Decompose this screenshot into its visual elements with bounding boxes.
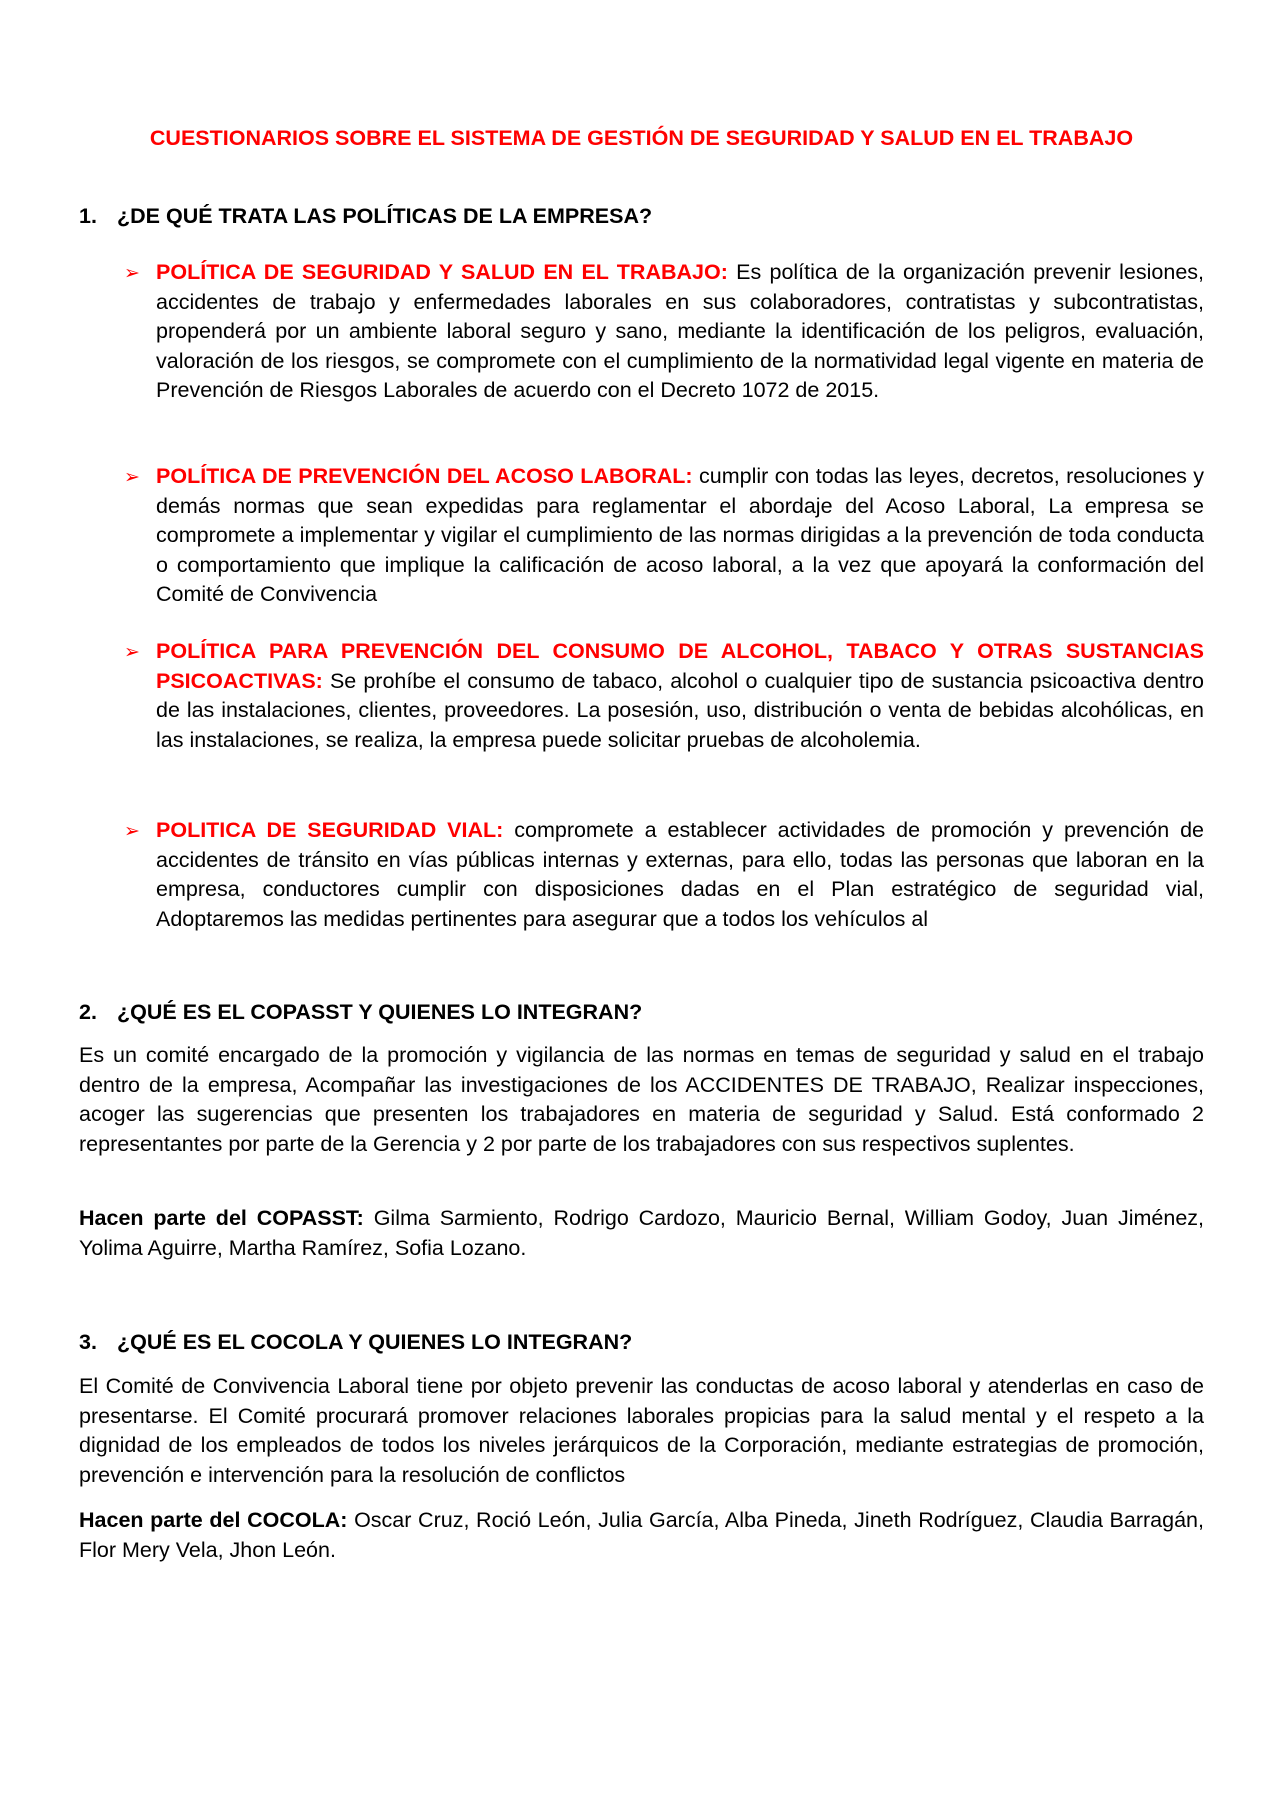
question-1-title: ¿DE QUÉ TRATA LAS POLÍTICAS DE LA EMPRESA? bbox=[117, 204, 653, 228]
policy-label: POLÍTICA PARA PREVENCIÓN DEL CONSUMO DE ALCOHOL, TABACO Y OTRAS SUSTANCIAS PSICOACTIVAS: bbox=[156, 639, 1204, 693]
policy-item bbox=[124, 637, 1204, 755]
policy-text bbox=[156, 462, 1204, 610]
policy-text bbox=[156, 258, 1204, 406]
policy-body: Se prohíbe el consumo de tabaco, alcohol o cualquier tipo de sustancia psicoactiva dentro de las instalaciones, clientes, proveedores. La posesión, uso, distribución o venta de bebidas alcohólicas, en las instalaciones, se realiza, la empresa puede solicitar pruebas de alcoholemia. bbox=[156, 668, 1204, 752]
copasst-members-label: Hacen parte del COPASST: bbox=[79, 1206, 364, 1230]
policy-item bbox=[124, 462, 1204, 610]
question-3-number: 3. bbox=[79, 1330, 97, 1354]
cocola-members bbox=[79, 1506, 1204, 1565]
policy-body: cumplir con todas las leyes, decretos, resoluciones y demás normas que sean expedidas para reglamentar el abordaje del Acoso Laboral, La empresa se compromete a implementar y vigilar el cumplimiento de las normas dirigidas a la prevención de toda conducta o comportamiento que implique la calificación de acoso laboral, a la vez que apoyará la conformación del Comité de Convivencia bbox=[156, 464, 1205, 606]
arrow-bullet-icon: ➢ bbox=[124, 467, 140, 488]
arrow-bullet-icon: ➢ bbox=[124, 263, 140, 284]
policy-item bbox=[124, 258, 1204, 406]
copasst-members bbox=[79, 1204, 1204, 1263]
copasst-description: Es un comité encargado de la promoción y vigilancia de las normas en temas de seguridad y salud en el trabajo dentro de la empresa, Acompañar las investigaciones de los ACCIDENTES DE TRABAJO, Realizar inspecciones, acoger las sugerencias que presenten los trabajadores en materia de seguridad y Salud. Está conformado 2 representantes por parte de la Gerencia y 2 por parte de los trabajadores con sus respectivos suplentes. bbox=[79, 1043, 1204, 1156]
policy-body: Es política de la organización prevenir lesiones, accidentes de trabajo y enfermedades laborales en sus colaboradores, contratistas y subcontratistas, propenderá por un ambiente laboral seguro y sano, mediante la identificación de los peligros, evaluación, valoración de los riesgos, se compromete con el cumplimiento de la normatividad legal vigente en materia de Prevención de Riesgos Laborales de acuerdo con el Decreto 1072 de 2015. bbox=[156, 260, 1204, 402]
policy-item bbox=[124, 816, 1204, 934]
policy-label: POLÍTICA DE PREVENCIÓN DEL ACOSO LABORAL: bbox=[156, 464, 693, 488]
policy-label: POLÍTICA DE SEGURIDAD Y SALUD EN EL TRABAJO: bbox=[156, 260, 728, 284]
policy-body: compromete a establecer actividades de promoción y prevención de accidentes de tránsito en vías públicas internas y externas, para ello, todas las personas que laboran en la empresa, conductores cumplir con disposiciones dadas en el Plan estratégico de seguridad vial, Adoptaremos las medidas pertinentes para asegurar que a todos los vehículos al bbox=[156, 818, 1205, 931]
cocola-description: El Comité de Convivencia Laboral tiene por objeto prevenir las conductas de acoso laboral y atenderlas en caso de presentarse. El Comité procurará promover relaciones laborales propicias para la salud mental y el respeto a la dignidad de los empleados de todos los niveles jerárquicos de la Corporación, mediante estrategias de promoción, prevención e intervención para la resolución de conflictos bbox=[79, 1374, 1204, 1487]
cocola-members-list: Oscar Cruz, Roció León, Julia García, Alba Pineda, Jineth Rodríguez, Claudia Barragán, Flor Mery Vela, Jhon León. bbox=[79, 1508, 1204, 1562]
policy-text bbox=[156, 637, 1204, 755]
question-3-title: ¿QUÉ ES EL COCOLA Y QUIENES LO INTEGRAN? bbox=[117, 1330, 633, 1354]
cocola-members-label: Hacen parte del COCOLA: bbox=[79, 1508, 348, 1532]
question-2-number: 2. bbox=[79, 1000, 97, 1024]
question-2-heading bbox=[79, 998, 642, 1026]
policy-text bbox=[156, 816, 1204, 934]
question-3-heading bbox=[79, 1328, 632, 1356]
document-title: CUESTIONARIOS SOBRE EL SISTEMA DE GESTIÓN DE SEGURIDAD Y SALUD EN EL TRABAJO bbox=[149, 126, 1134, 150]
question-2-title: ¿QUÉ ES EL COPASST Y QUIENES LO INTEGRAN? bbox=[117, 1000, 643, 1024]
question-1-number: 1. bbox=[79, 204, 97, 228]
question-1-heading bbox=[79, 202, 652, 230]
copasst-members-list: Gilma Sarmiento, Rodrigo Cardozo, Mauricio Bernal, William Godoy, Juan Jiménez, Yolima Aguirre, Martha Ramírez, Sofia Lozano. bbox=[79, 1206, 1204, 1260]
arrow-bullet-icon: ➢ bbox=[124, 642, 140, 663]
arrow-bullet-icon: ➢ bbox=[124, 821, 140, 842]
policy-label: POLITICA DE SEGURIDAD VIAL: bbox=[156, 818, 504, 842]
